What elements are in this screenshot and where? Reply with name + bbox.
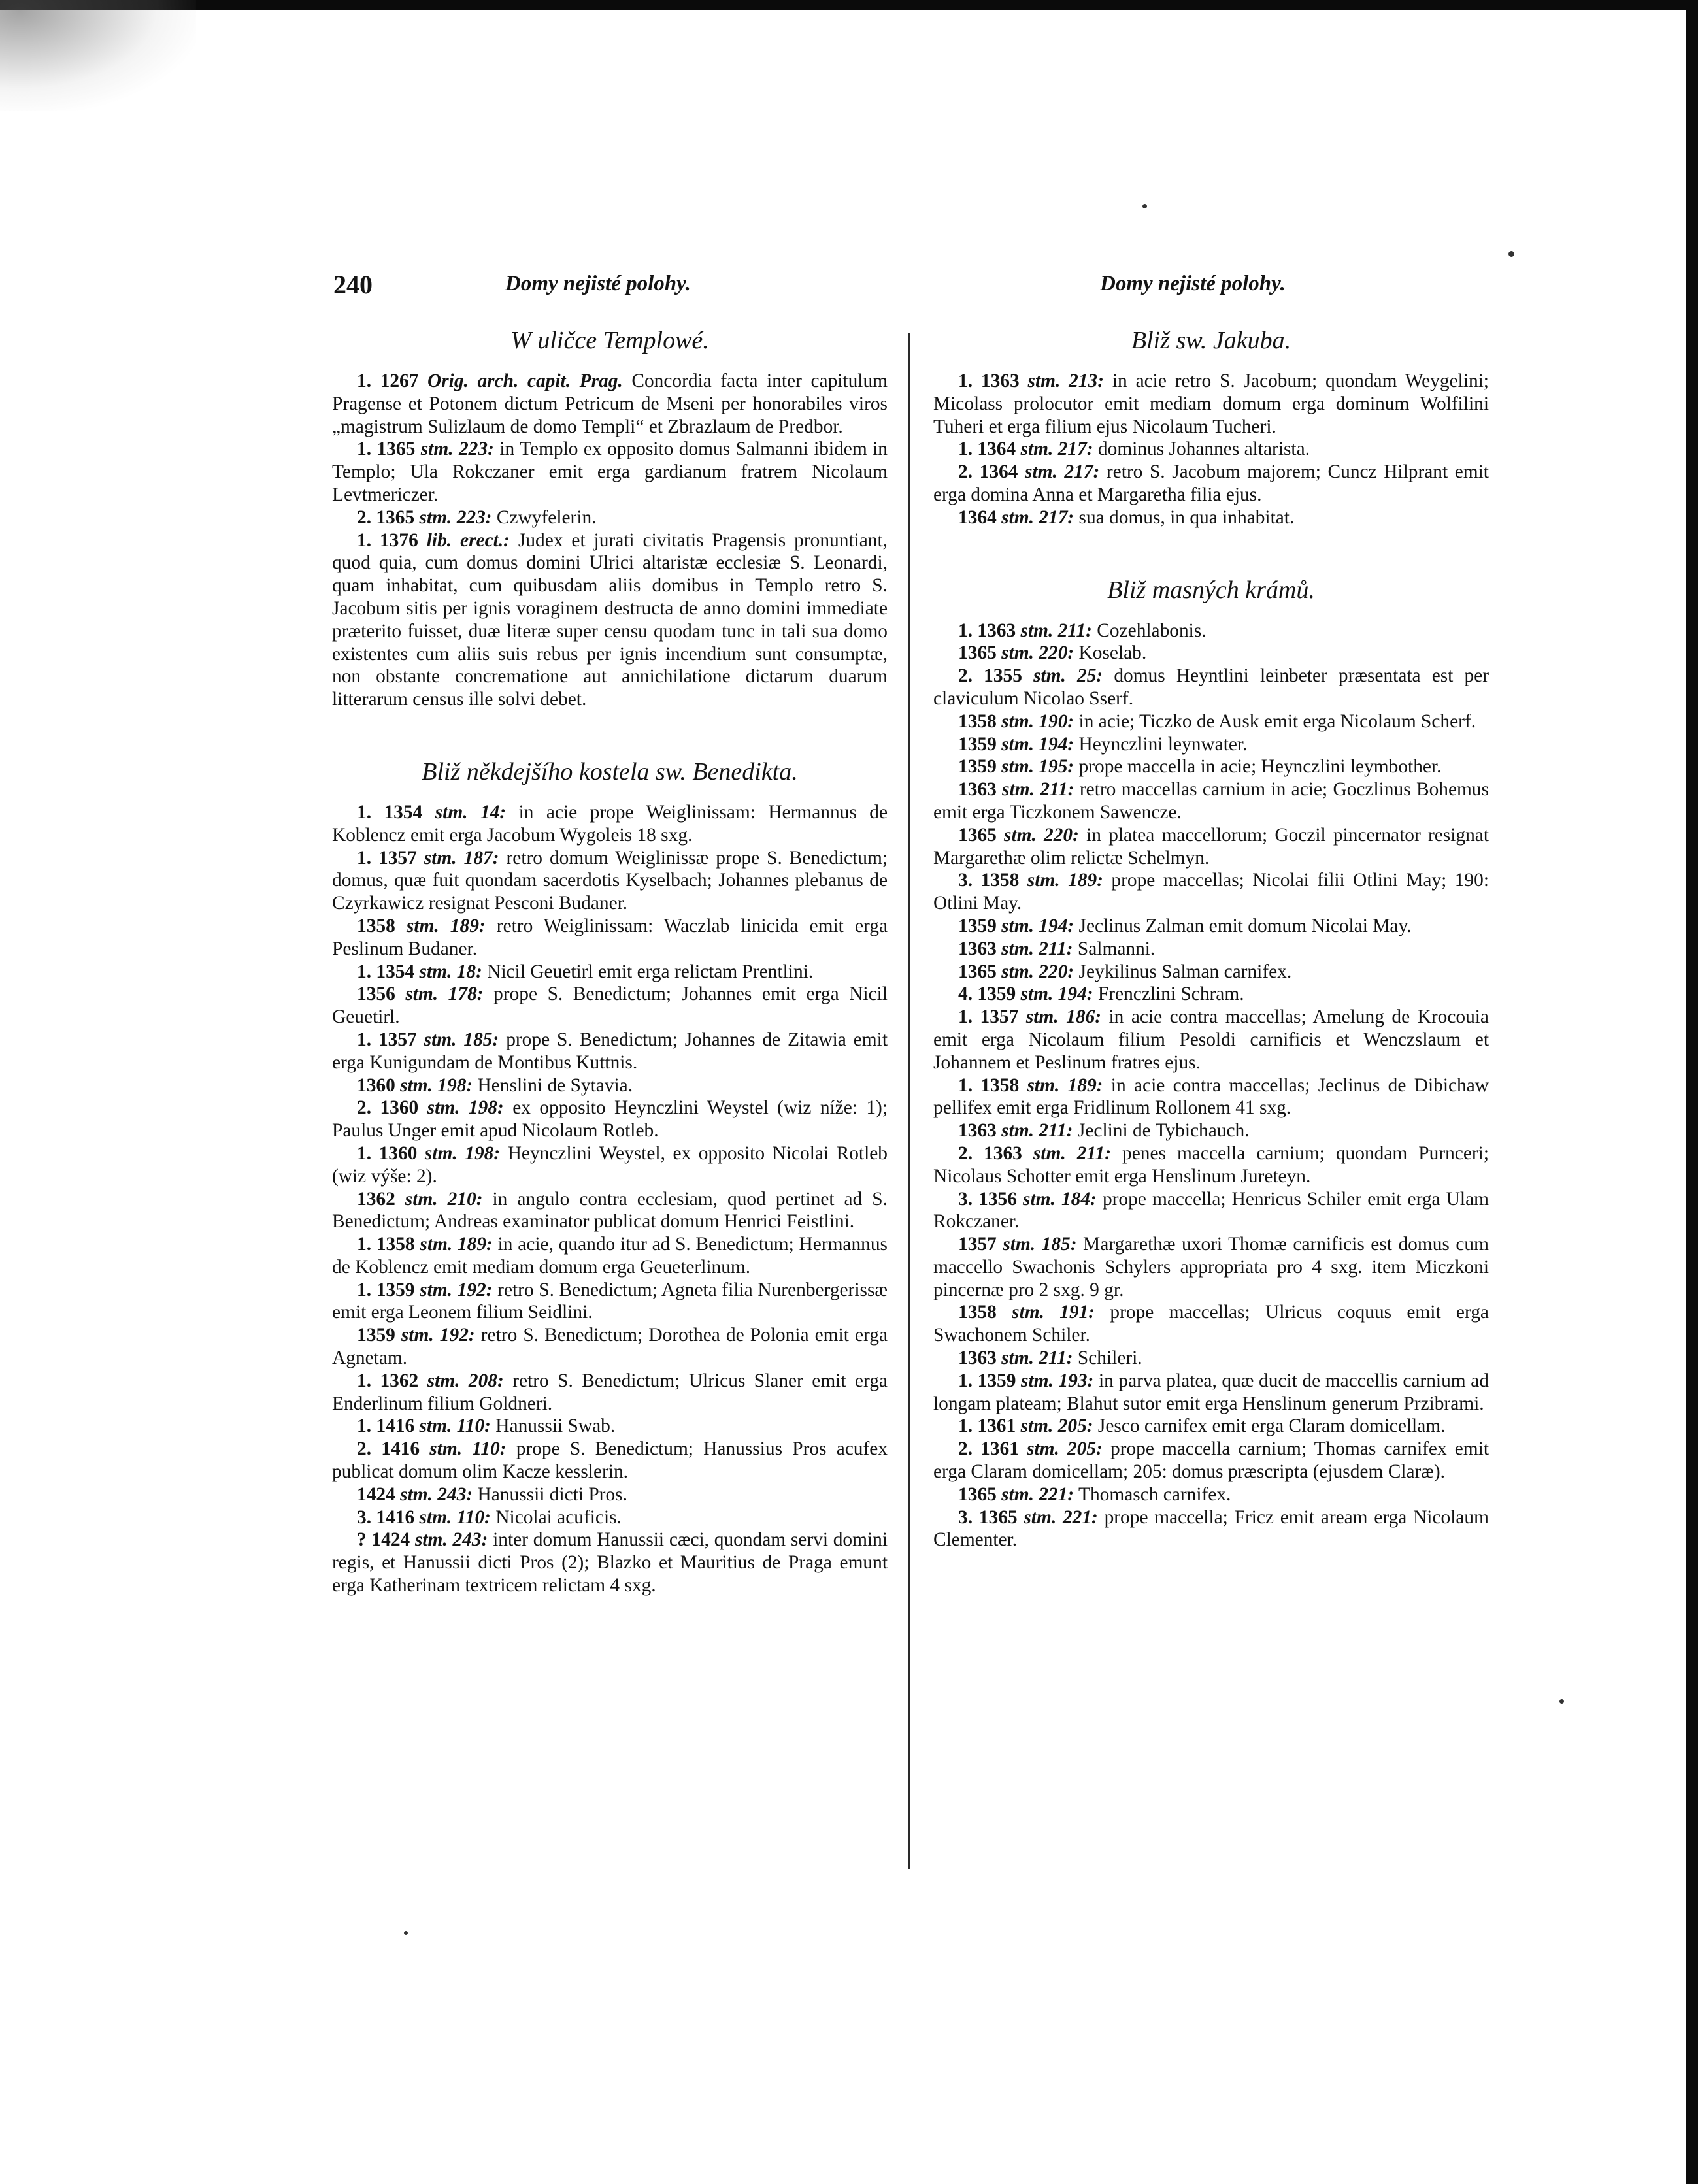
entry-year: 1358 <box>357 915 395 936</box>
entry-source: stm. 205: <box>1027 1438 1103 1460</box>
entry-source: stm. 211: <box>1001 1120 1073 1142</box>
entry-text: Salmanni. <box>1073 938 1156 959</box>
entry-year: 1365 <box>958 642 997 664</box>
entry-source: stm. 195: <box>1001 756 1074 778</box>
entry-text: Jesco carnifex emit erga Claram domicellam. <box>1093 1415 1446 1437</box>
entry-source: stm. 18: <box>419 961 482 982</box>
entry-year: 1424 <box>357 1483 395 1505</box>
entry <box>933 938 1489 961</box>
entry-text: Koselab. <box>1074 642 1147 664</box>
entry-source: stm. 185: <box>424 1029 499 1050</box>
entry <box>332 801 888 847</box>
entry <box>933 1074 1489 1120</box>
right-column <box>933 325 1489 1551</box>
entry-year: 1. 1360 <box>357 1142 418 1164</box>
entry-year: 1. 1354 <box>357 801 423 823</box>
entry-text: prope maccella in acie; Heynczlini leymbother. <box>1074 756 1442 778</box>
entry-source: stm. 221: <box>1024 1506 1098 1528</box>
entry-year: 1357 <box>958 1234 997 1255</box>
scan-speck <box>404 1931 408 1935</box>
entry-text: Frenczlini Schram. <box>1093 984 1244 1005</box>
entry-text: domus Heyntlini leinbeter præsentata est per claviculum Nicolao Sserf. <box>933 665 1489 709</box>
entry <box>933 1483 1489 1506</box>
entry-text: sua domus, in qua inhabitat. <box>1074 506 1295 528</box>
entry-text: Heynczlini Weystel, ex opposito Nicolai Rotleb (wiz výše: 2). <box>332 1142 888 1187</box>
entry-text: Nicil Geuetirl emit erga relictam Prentlini. <box>482 961 814 982</box>
entry <box>933 983 1489 1006</box>
entry <box>933 438 1489 461</box>
entry <box>933 370 1489 438</box>
entry-year: 1365 <box>958 824 997 846</box>
entry <box>933 1506 1489 1552</box>
entry <box>332 915 888 961</box>
entry-year: 1359 <box>958 915 997 936</box>
entry-source: stm. 190: <box>1001 710 1074 732</box>
entry-source: stm. 191: <box>1012 1302 1095 1323</box>
entry <box>332 529 888 711</box>
entry-year: 1358 <box>958 1302 997 1323</box>
entry <box>332 1074 888 1097</box>
entry-text: Cozehlabonis. <box>1091 620 1207 641</box>
entry-text: prope maccellas; Ulricus coquus emit erga Swachonem Schiler. <box>933 1302 1489 1346</box>
entry <box>332 1529 888 1597</box>
entry-source: stm. 110: <box>419 1415 491 1437</box>
entry-source: lib. erect.: <box>426 529 510 551</box>
entry-source: stm. 110: <box>429 1438 507 1460</box>
entry-source: stm. 223: <box>420 438 494 460</box>
entry <box>933 1438 1489 1483</box>
entry-text: Jeclinus Zalman emit domum Nicolai May. <box>1074 915 1412 936</box>
scan-edge-right <box>1686 0 1698 2184</box>
entry-year: 1364 <box>958 506 997 528</box>
scan-smudge <box>0 0 196 111</box>
entry-year: 2. 1363 <box>958 1142 1022 1164</box>
entry-text: Jeclini de Tybichauch. <box>1073 1120 1250 1142</box>
section-title: Bliž sw. Jakuba. <box>1131 327 1291 354</box>
entry-source: stm. 220: <box>1001 642 1074 664</box>
section-gap <box>933 529 1489 575</box>
entry-source: stm. 211: <box>1020 620 1092 641</box>
running-title-right: Domy nejisté polohy. <box>1100 272 1286 295</box>
entry-text: retro S. Benedictum; Agneta filia Nurenbergerissæ emit erga Leonem filium Seidlini. <box>332 1279 888 1323</box>
entry-source: stm. 223: <box>419 506 492 528</box>
entry-source: stm. 110: <box>419 1506 491 1528</box>
entry-text: Hanussii Swab. <box>490 1415 616 1437</box>
entry-source: stm. 221: <box>1001 1483 1074 1505</box>
entry-year: 1360 <box>357 1074 395 1096</box>
entry <box>933 642 1489 665</box>
entry <box>332 1142 888 1188</box>
entry-text: prope S. Benedictum; Hanussius Pros acufex publicat domum olim Kacze kesslerin. <box>332 1438 888 1483</box>
entry-text: Hanussii dicti Pros. <box>473 1483 627 1505</box>
entry-source: stm. 189: <box>1027 1074 1103 1096</box>
entry-year: 3. 1356 <box>958 1188 1017 1210</box>
entry-text: Margarethæ uxori Thomæ carnificis est domus cum maccello Swachonis Schylers appropriata pro 4 sxg. item Miczkoni pincernæ pro 2 sxg. 9 gr. <box>933 1234 1489 1300</box>
entry-year: 1. 1357 <box>958 1006 1019 1028</box>
column-divider <box>908 333 910 1869</box>
entry <box>332 983 888 1029</box>
entry-source: stm. 178: <box>405 984 484 1005</box>
entry-source: stm. 205: <box>1020 1415 1093 1437</box>
entry-year: 1359 <box>357 1325 395 1346</box>
section-title: Bliž někdejšího kostela sw. Benedikta. <box>422 757 798 786</box>
entry-year: 2. 1360 <box>357 1097 419 1119</box>
entry <box>933 869 1489 915</box>
entry <box>332 506 888 529</box>
entry <box>332 1097 888 1142</box>
entry-text: retro S. Benedictum; Ulricus Slaner emit erga Enderlinum filium Goldneri. <box>332 1370 888 1414</box>
entry-text: Henslini de Sytavia. <box>473 1074 633 1096</box>
entry-year: 1. 1357 <box>357 847 417 869</box>
entry-year: 1365 <box>958 961 997 982</box>
entry-year: 1. 1361 <box>958 1415 1016 1437</box>
entry <box>933 710 1489 733</box>
entry-year: 1362 <box>357 1188 395 1210</box>
entry <box>332 1370 888 1415</box>
entry-source: stm. 211: <box>1001 1348 1073 1369</box>
entry-source: stm. 194: <box>1020 984 1093 1005</box>
entry-year: 1358 <box>958 710 997 732</box>
entry-year: 1. 1358 <box>958 1074 1020 1096</box>
entry-source: stm. 198: <box>400 1074 473 1096</box>
entry-year: 3. 1358 <box>958 870 1020 891</box>
entry-text: inter domum Hanussii cæci, quondam servi domini regis, et Hanussii dicti Pros (2); Blazko et Mauritius de Praga emunt erga Katherinam textricem relictam 4 sxg. <box>332 1529 888 1597</box>
entry-source: Orig. arch. capit. Prag. <box>427 371 623 391</box>
entry-text: in acie contra maccellas; Amelung de Krocouia emit erga Nicolaum filium Pesoldi carnificis et Wenczslaum et Johannem et Peslinum fratres ejus. <box>933 1006 1489 1073</box>
entry-year: 1. 1365 <box>357 438 416 460</box>
entry-text: in acie prope Weiglinissam: Hermannus de Koblencz emit erga Jacobum Wygoleis 18 sxg. <box>332 801 888 846</box>
entry-source: stm. 189: <box>1027 870 1103 891</box>
entry-source: stm. 208: <box>427 1370 504 1391</box>
entry <box>933 461 1489 506</box>
entry <box>332 847 888 915</box>
entry-source: stm. 211: <box>1001 938 1073 959</box>
entry <box>933 1119 1489 1142</box>
entry-text: prope maccella; Fricz emit aream erga Nicolaum Clementer. <box>933 1506 1489 1551</box>
entry-text: in acie retro S. Jacobum; quondam Weygelini; Micolass prolocutor emit mediam domum erga dominum Wolfilini Tuheri et erga filium ejus Nicolaum Tucheri. <box>933 371 1489 437</box>
entry-source: stm. 25: <box>1033 665 1103 687</box>
entry-source: stm. 198: <box>424 1142 501 1164</box>
entry-year: 1. 1364 <box>958 438 1016 460</box>
entry-year: 1. 1376 <box>357 529 418 551</box>
entry-source: stm. 189: <box>420 1234 493 1255</box>
scan-edge-top <box>0 0 1698 10</box>
entry <box>933 1415 1489 1438</box>
entry-source: stm. 194: <box>1001 915 1074 936</box>
entry-source: stm. 217: <box>1001 506 1074 528</box>
entry-text: Schileri. <box>1073 1348 1142 1369</box>
entry-source: stm. 211: <box>1002 779 1074 801</box>
section-title: Bliž masných krámů. <box>1107 576 1315 604</box>
entry-year: 1. 1416 <box>357 1415 415 1437</box>
entry-source: stm. 217: <box>1025 461 1100 483</box>
entry-text: prope S. Benedictum; Johannes emit erga Nicil Geuetirl. <box>332 984 888 1028</box>
entry <box>332 1483 888 1506</box>
entry-source: stm. 14: <box>435 801 507 823</box>
entry-text: prope maccella carnium; Thomas carnifex emit erga Claram domicellam; 205: domus præscripta (ejusdem Claræ). <box>933 1438 1489 1483</box>
entry-year: 4. 1359 <box>958 984 1016 1005</box>
entry <box>332 1233 888 1279</box>
entry-text: in acie contra maccellas; Jeclinus de Dibichaw pellifex emit erga Fridlinum Rollonem 41 sxg. <box>933 1074 1489 1119</box>
entry <box>332 370 888 438</box>
entry-text: in angulo contra ecclesiam, quod pertinet ad S. Benedictum; Andreas examinator publicat domum Henrici Feistlini. <box>332 1188 888 1233</box>
section-gap <box>332 711 888 757</box>
entry <box>933 824 1489 870</box>
entry-text: Thomasch carnifex. <box>1074 1483 1231 1505</box>
entry-source: stm. 192: <box>401 1325 475 1346</box>
entry <box>933 778 1489 824</box>
entry-text: retro Weiglinissam: Waczlab linicida emit erga Peslinum Budaner. <box>332 915 888 959</box>
entry-text: in parva platea, quæ ducit de maccellis carnium ad longam plateam; Blahut sutor emit erga Henslinum generum Przibrami. <box>933 1370 1489 1414</box>
entry-year: 1363 <box>958 938 997 959</box>
entry <box>933 1188 1489 1234</box>
running-title-left: Domy nejisté polohy. <box>505 272 691 295</box>
left-column <box>332 325 888 1597</box>
entry <box>332 1438 888 1483</box>
entry-year: 2. 1364 <box>958 461 1018 483</box>
entry <box>332 1506 888 1529</box>
entry <box>933 506 1489 529</box>
entry-text: in Templo ex opposito domus Salmanni ibidem in Templo; Ula Rokczaner emit erga gardianum fratrem Nicolaum Levtmericzer. <box>332 438 888 505</box>
entry-year: 1. 1267 <box>357 371 419 391</box>
entry-text: Judex et jurati civitatis Pragensis pronuntiant, quod quia, cum domus domini Ulrici altaristæ ecclesiæ S. Leonardi, quam inhabitat, cum quibusdam aliis domibus in Templo retro S. Jacobum sitis per ignis voraginem destructa de anno domini immediate præterito fuisset, duæ literæ super censu quodam tunc in tali sua domo existentes cum aliis suis rebus per ignis incendium sunt consumptæ, non obstante concrematione aut annichilatione dictarum duarum litterarum census ille solvi debet. <box>332 529 888 710</box>
entry-source: stm. 243: <box>400 1483 473 1505</box>
entry-source: stm. 184: <box>1023 1188 1097 1210</box>
scan-speck <box>1559 1699 1564 1704</box>
entry-source: stm. 211: <box>1033 1142 1111 1164</box>
entry-text: dominus Johannes altarista. <box>1093 438 1310 460</box>
entry-source: stm. 193: <box>1021 1370 1094 1391</box>
entry-year: 1359 <box>958 756 997 778</box>
entry <box>933 1006 1489 1074</box>
entry <box>933 1142 1489 1188</box>
entry-source: stm. 243: <box>414 1529 488 1551</box>
entry-text: prope S. Benedictum; Johannes de Zitawia emit erga Kunigundam de Montibus Kuttnis. <box>332 1029 888 1073</box>
entry-text: in platea maccellorum; Goczil pincernator resignat Margarethæ olim relictæ Schelmyn. <box>933 824 1489 869</box>
entry-year: 1356 <box>357 984 395 1005</box>
entry-source: stm. 217: <box>1020 438 1093 460</box>
entry <box>332 961 888 984</box>
entry-source: stm. 220: <box>1001 961 1074 982</box>
entry-year: 1363 <box>958 1120 997 1142</box>
entry-year: 2. 1361 <box>958 1438 1019 1460</box>
entry-source: stm. 213: <box>1027 371 1105 391</box>
entry <box>933 1347 1489 1370</box>
entry-year: 2. 1365 <box>357 506 415 528</box>
entry-source: stm. 186: <box>1025 1006 1102 1028</box>
entry-text: Concordia facta inter capitulum Pragense et Potonem dictum Petricum de Mseni per honorabiles viros „magistrum Sulizlaum de domo Templi“ et Zbrazlaum de Predbor. <box>332 371 888 437</box>
entry-year: 3. 1365 <box>958 1506 1018 1528</box>
entry <box>933 915 1489 938</box>
entry-source: stm. 192: <box>420 1279 493 1300</box>
entry-year: 1363 <box>958 779 997 801</box>
entry-source: stm. 185: <box>1003 1234 1077 1255</box>
entry-source: stm. 187: <box>424 847 499 869</box>
entry-source: stm. 189: <box>406 915 486 936</box>
running-head <box>327 269 1346 303</box>
entry-year: 1. 1363 <box>958 371 1020 391</box>
entry-year: ? 1424 <box>357 1529 410 1551</box>
entry-year: 1363 <box>958 1348 997 1369</box>
entry-year: 2. 1355 <box>958 665 1022 687</box>
entry-year: 1. 1354 <box>357 961 415 982</box>
entry-text: ex opposito Heynczlini Weystel (wiz níže: 1); Paulus Unger emit apud Nicolaum Rotleb. <box>332 1097 888 1142</box>
entry <box>332 1279 888 1325</box>
entry-year: 1. 1362 <box>357 1370 419 1391</box>
entry <box>933 755 1489 778</box>
entry-text: retro S. Jacobum majorem; Cuncz Hilprant emit erga domina Anna et Margaretha filia ejus. <box>933 461 1489 505</box>
entry-text: Nicolai acuficis. <box>490 1506 622 1528</box>
entry-year: 2. 1416 <box>357 1438 420 1460</box>
entry <box>332 1188 888 1234</box>
entry-year: 1. 1358 <box>357 1234 415 1255</box>
entry <box>332 1415 888 1438</box>
entry <box>933 961 1489 984</box>
entry-source: stm. 194: <box>1001 733 1074 755</box>
entry <box>933 1301 1489 1347</box>
entry-year: 1. 1359 <box>958 1370 1016 1391</box>
entry <box>933 620 1489 642</box>
entry <box>933 665 1489 710</box>
entry-source: stm. 220: <box>1004 824 1079 846</box>
entry-text: in acie, quando itur ad S. Benedictum; Hermannus de Koblencz emit mediam domum erga Geueterlinum. <box>332 1234 888 1278</box>
entry <box>332 438 888 506</box>
entry-text: Heynczlini leynwater. <box>1074 733 1248 755</box>
entry-text: prope maccellas; Nicolai filii Otlini May; 190: Otlini May. <box>933 870 1489 914</box>
entry-year: 1. 1359 <box>357 1279 415 1300</box>
entry <box>332 1324 888 1370</box>
entry-text: prope maccella; Henricus Schiler emit erga Ulam Rokczaner. <box>933 1188 1489 1233</box>
entry-source: stm. 210: <box>405 1188 483 1210</box>
entry-text: Czwyfelerin. <box>491 506 597 528</box>
entry-text: retro domum Weiglinissæ prope S. Benedictum; domus, quæ fuit quondam sacerdotis Kyselbach; Johannes plebanus de Czyrkawicz resignat Pesconi Budaner. <box>332 847 888 914</box>
scan-speck <box>1508 251 1514 257</box>
entry-text: retro S. Benedictum; Dorothea de Polonia emit erga Agnetam. <box>332 1325 888 1369</box>
entry <box>933 733 1489 756</box>
page-number: 240 <box>333 270 373 299</box>
entry-year: 1359 <box>958 733 997 755</box>
entry-year: 1365 <box>958 1483 997 1505</box>
entry-text: Jeykilinus Salman carnifex. <box>1074 961 1292 982</box>
entry-year: 3. 1416 <box>357 1506 415 1528</box>
entry-text: in acie; Ticzko de Ausk emit erga Nicolaum Scherf. <box>1074 710 1476 732</box>
entry <box>332 1029 888 1074</box>
entry <box>933 1233 1489 1301</box>
entry-year: 1. 1357 <box>357 1029 417 1050</box>
section-title: W uličce Templowé. <box>510 327 709 354</box>
entry-source: stm. 198: <box>427 1097 504 1119</box>
entry <box>933 1370 1489 1415</box>
entry-text: retro maccellas carnium in acie; Goczlinus Bohemus emit erga Ticzkonem Sawencze. <box>933 779 1490 823</box>
entry-year: 1. 1363 <box>958 620 1016 641</box>
scan-speck <box>1142 204 1147 208</box>
entry-text: penes maccella carnium; quondam Purnceri; Nicolaus Schotter emit erga Henslinum Jureteyn. <box>933 1142 1490 1187</box>
